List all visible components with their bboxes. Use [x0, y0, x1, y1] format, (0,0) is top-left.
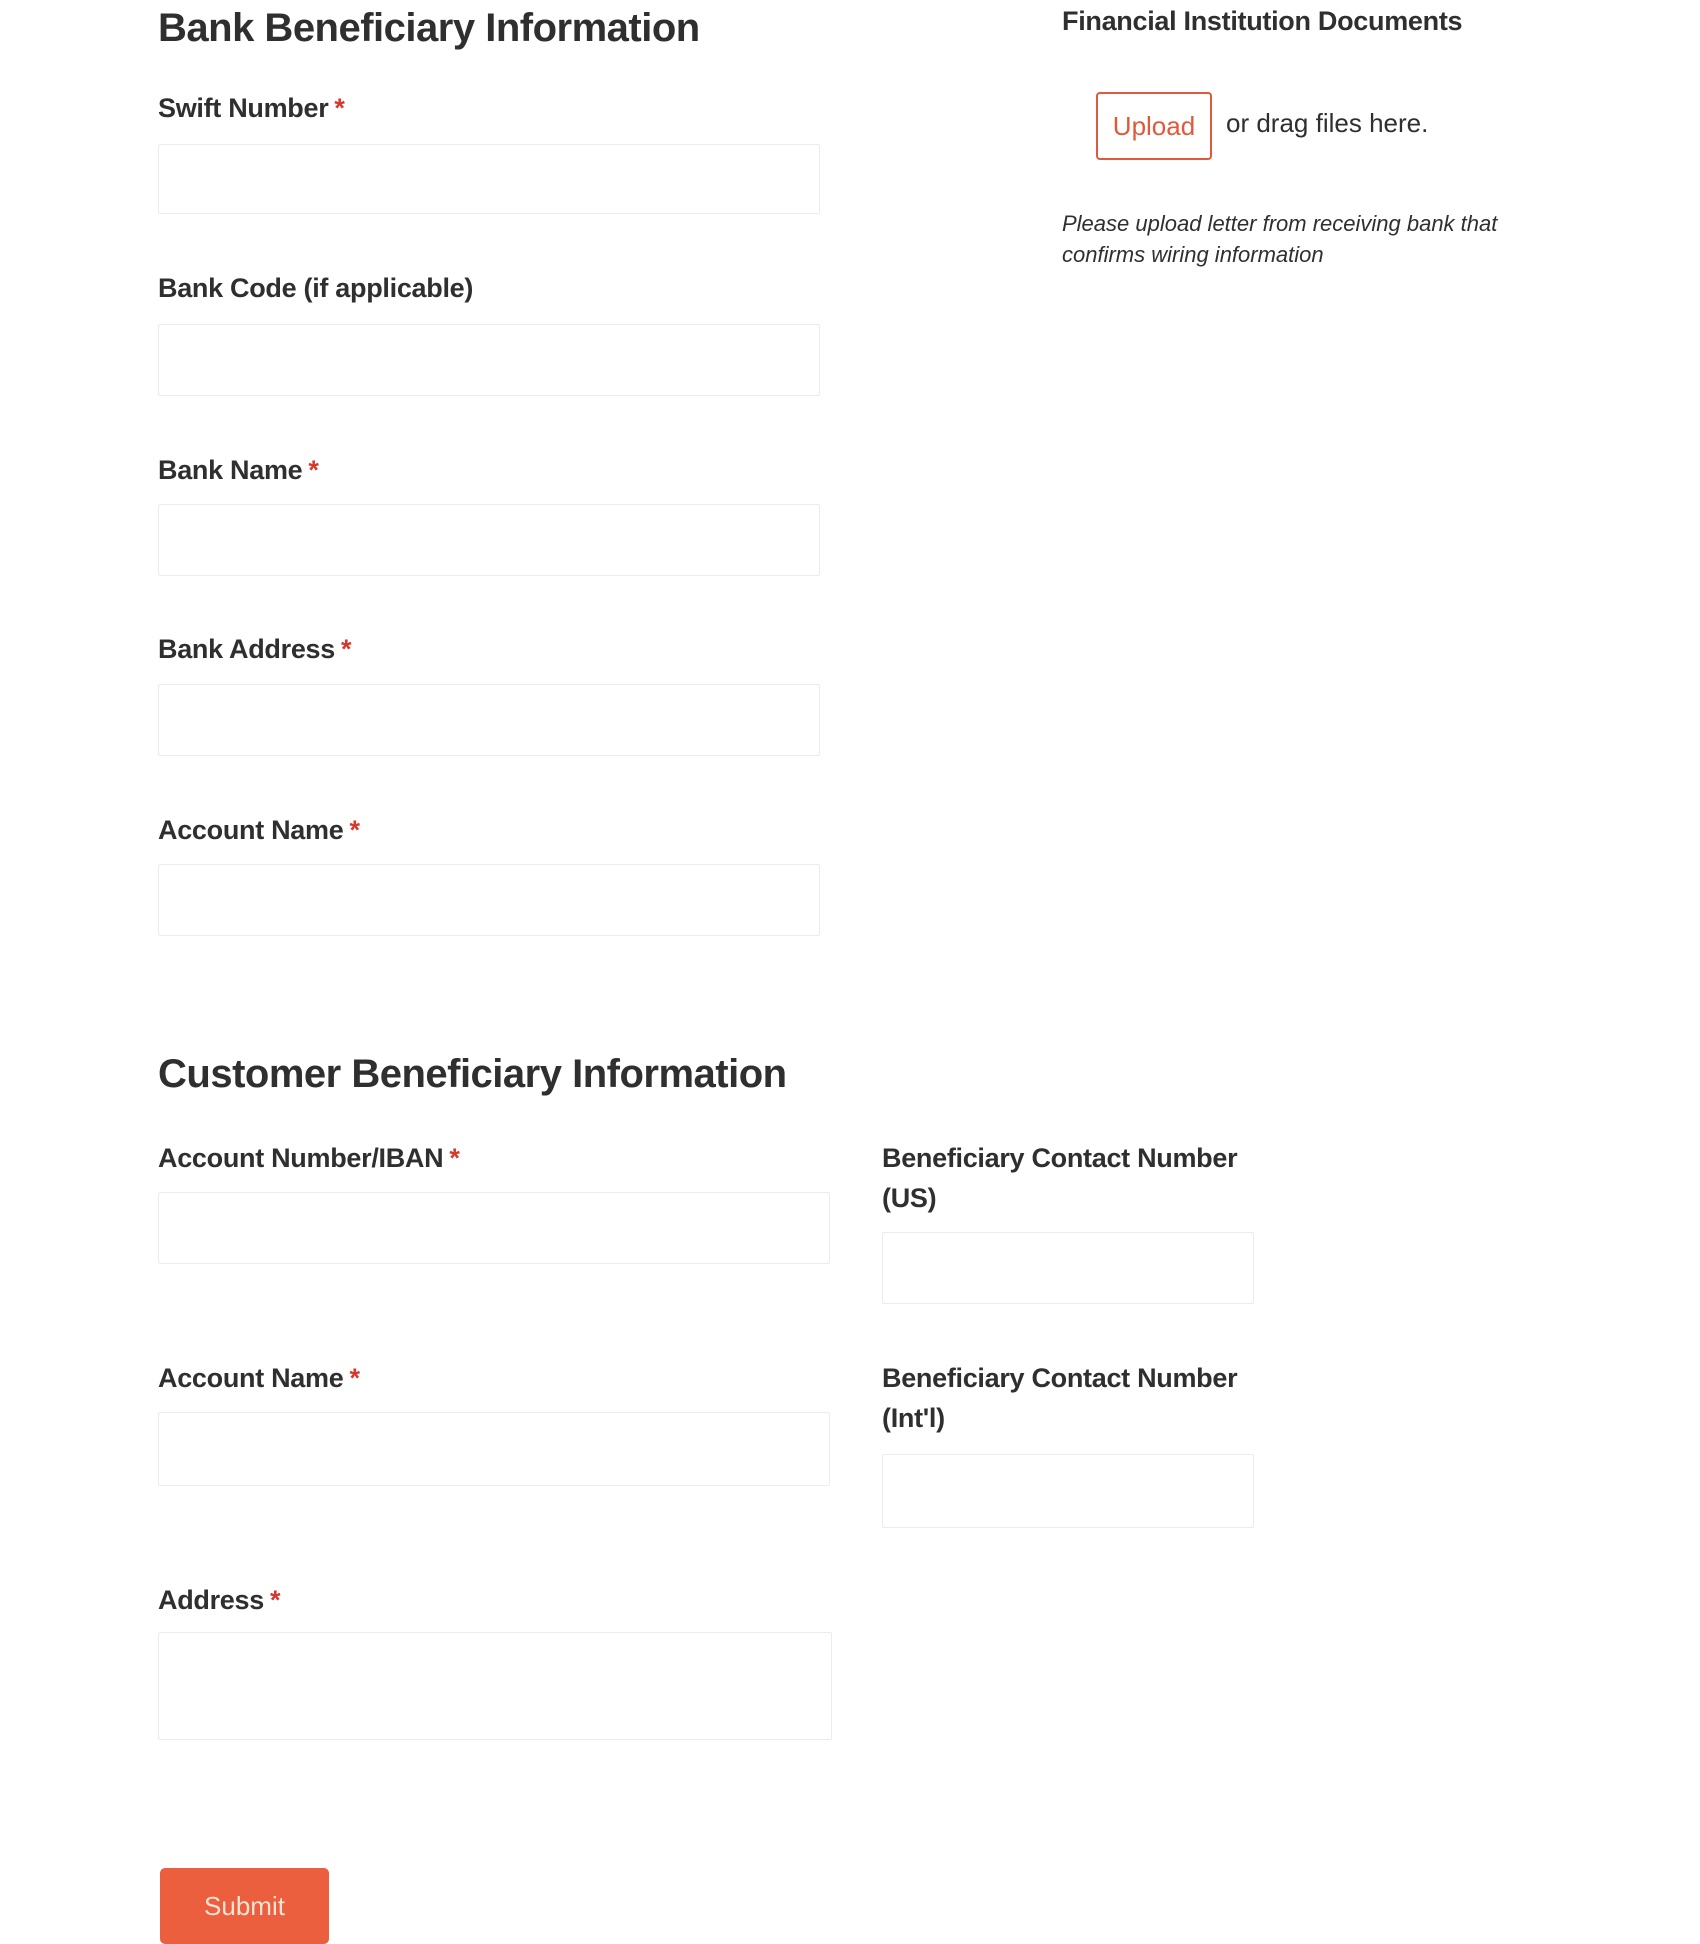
account-number-input[interactable]: [158, 1192, 830, 1264]
swift-number-label: [158, 88, 345, 128]
bank-account-name-input[interactable]: [158, 864, 820, 936]
upload-button[interactable]: Upload: [1096, 92, 1212, 160]
swift-number-label-text: Swift Number: [158, 93, 329, 123]
account-number-label-text: Account Number/IBAN: [158, 1143, 444, 1173]
address-label-text: Address: [158, 1585, 264, 1615]
drag-files-text: or drag files here.: [1226, 108, 1429, 138]
contact-us-input[interactable]: [882, 1232, 1254, 1304]
bank-name-label-text: Bank Name: [158, 455, 303, 485]
required-asterisk: *: [449, 1143, 460, 1173]
bank-address-label-text: Bank Address: [158, 634, 335, 664]
contact-intl-label: Beneficiary Contact Number (Int'l): [882, 1363, 1238, 1433]
submit-button[interactable]: Submit: [160, 1868, 329, 1944]
documents-title: Financial Institution Documents: [1062, 6, 1463, 36]
required-asterisk: *: [340, 634, 352, 664]
bank-code-input[interactable]: [158, 324, 820, 396]
swift-number-input[interactable]: [158, 144, 820, 214]
bank-section-title: Bank Beneficiary Information: [158, 6, 700, 50]
upload-instructions: Please upload letter from receiving bank that confirms wiring information: [1062, 211, 1498, 267]
contact-us-label: Beneficiary Contact Number (US): [882, 1143, 1238, 1213]
bank-code-label-text: Bank Code (if applicable): [158, 273, 474, 303]
contact-intl-input[interactable]: [882, 1454, 1254, 1528]
customer-account-name-input[interactable]: [158, 1412, 830, 1486]
bank-code-label: [158, 268, 473, 308]
required-asterisk: *: [334, 93, 345, 123]
bank-address-input[interactable]: [158, 684, 820, 756]
bank-name-input[interactable]: [158, 504, 820, 576]
customer-section-title: Customer Beneficiary Information: [158, 1052, 787, 1096]
account-number-label: [158, 1138, 460, 1178]
required-asterisk: *: [269, 1585, 281, 1615]
bank-account-name-label: [158, 810, 360, 850]
address-textarea[interactable]: [158, 1632, 832, 1740]
required-asterisk: *: [308, 455, 319, 485]
bank-name-label: [158, 450, 319, 490]
customer-account-name-label: [158, 1358, 360, 1398]
required-asterisk: *: [349, 1363, 360, 1393]
bank-address-label: [158, 629, 351, 669]
address-label: [158, 1580, 280, 1620]
customer-account-name-label-text: Account Name: [158, 1363, 344, 1393]
bank-account-name-label-text: Account Name: [158, 815, 344, 845]
required-asterisk: *: [349, 815, 360, 845]
